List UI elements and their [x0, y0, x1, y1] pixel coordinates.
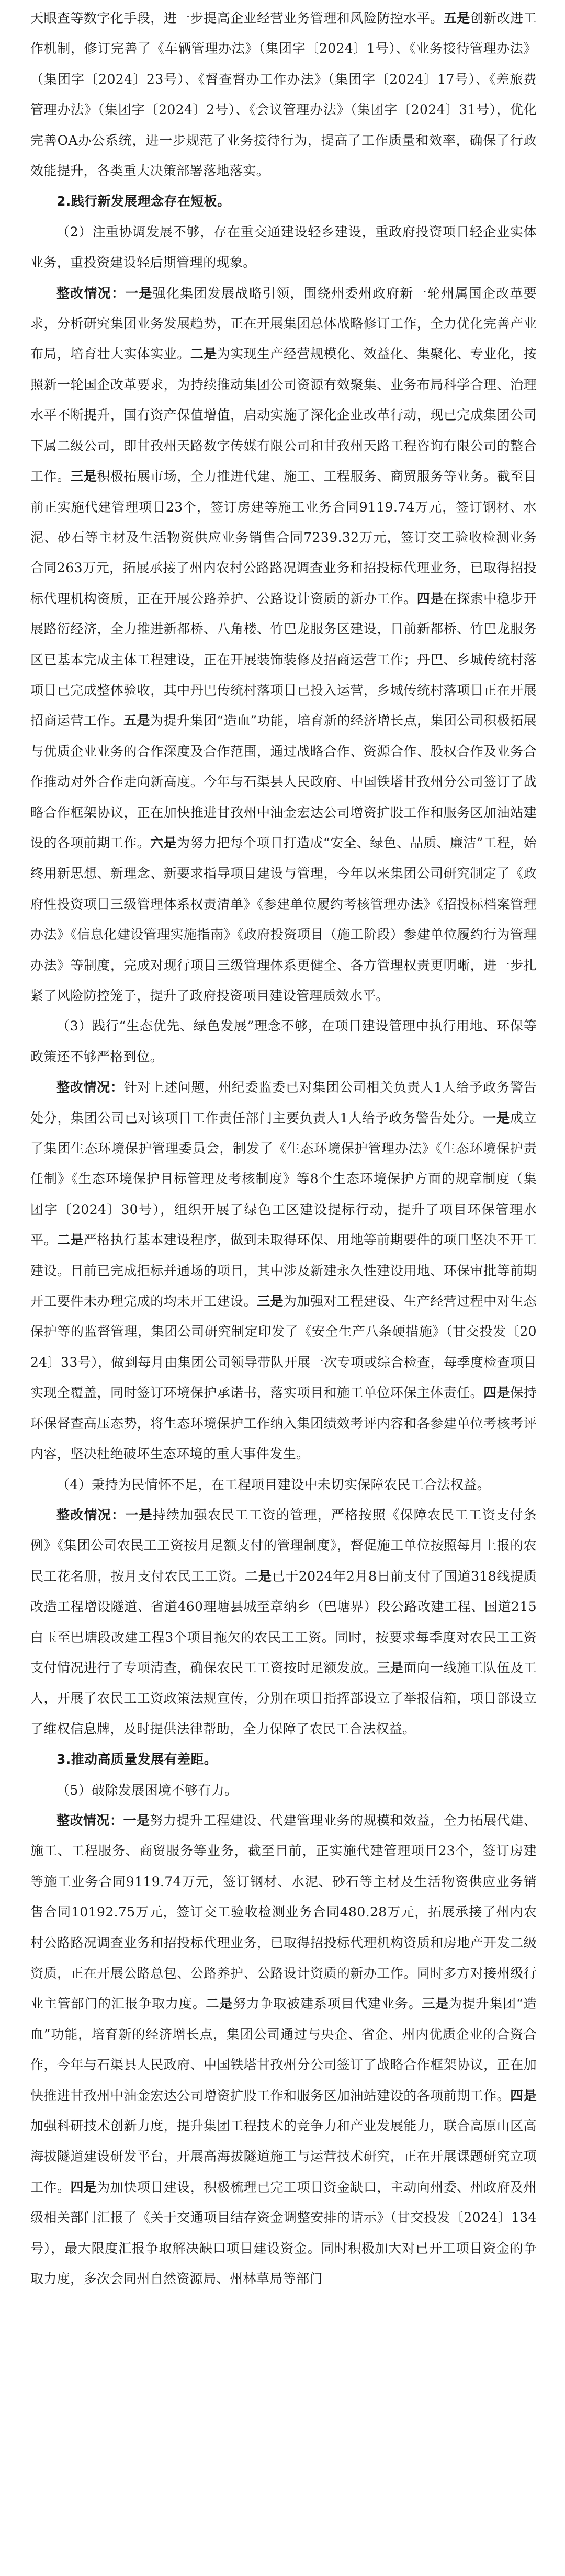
bold-run: 四是 — [483, 1385, 511, 1401]
text-run: 为实现生产经营规模化、效益化、集聚化、专业化，按照新一轮国企改革要求，为持续推动集团公司资源有效聚集、业务布局科学合理、治理水平不断提升，国有资产保值增值，启动实施了深化企业改革行动，现已完成集团公司下属二级公司，即甘孜州天路数字传媒有限公司和甘孜州天路工程咨询有限公司的整合工作。 — [30, 346, 537, 484]
section-heading — [30, 1744, 537, 1775]
bold-run: 二是 — [56, 1232, 84, 1248]
text-run: 积极拓展市场，全力推进代建、施工、工程服务、商贸服务等业务。截至目前正实施代建管理项目23个，签订房建等施工业务合同9119.74万元，签订钢材、水泥、砂石等主材及生活物资供应业务销售合同7239.32万元，签订交工验收检测业务合同263万元，拓展承接了州内农村公路路况调查业务和招投标代理业务，已取得招投标代理机构资质，正在开展公路养护、公路设计资质的新办工作。 — [30, 469, 537, 606]
bold-run: 一是 — [123, 1812, 150, 1828]
bold-run: 二是 — [206, 1996, 233, 2012]
bold-run: 四是 — [416, 591, 444, 606]
bold-run: 一是 — [483, 1110, 510, 1126]
bold-run: 三是 — [257, 1293, 284, 1309]
paragraph — [30, 1072, 537, 1469]
bold-run: 整改情况： — [56, 285, 126, 301]
bold-run: 五是 — [123, 713, 151, 729]
text-run: 面向一线施工队伍及工人，开展了农民工工资政策法规宣传，分别在项目指挥部设立了举报信箱，项目部设立了维权信息牌，及时提供法律帮助，全力保障了农民工合法权益。 — [30, 1660, 537, 1737]
text-run: （4）秉持为民情怀不足，在工程项目建设中未切实保障农民工合法权益。 — [56, 1477, 491, 1492]
bold-run: 三是 — [422, 1996, 449, 2012]
bold-run: 2.践行新发展理念存在短板。 — [56, 194, 231, 209]
bold-run: 二是 — [190, 346, 217, 362]
bold-run: 二是 — [245, 1568, 272, 1584]
bold-run: 整改情况： — [56, 1080, 124, 1095]
text-run: 为提升集团“造血”功能，培育新的经济增长点，集团公司积极拓展与优质企业业务的合作深度及合作范围，通过战略合作、资源合作、股权合作及业务合作推动对外合作走向新高度。今年与石渠县人民政府、中国铁塔甘孜州分公司签订了战略合作框架协议，正在加快推进甘孜州中油金宏达公司增资扩股工作和服务区加油站建设的各项前期工作。 — [30, 713, 537, 850]
paragraph — [30, 1806, 537, 2295]
section-heading — [30, 186, 537, 217]
text-run: 为努力把每个项目打造成“安全、绿色、品质、廉洁”工程，始终用新思想、新理念、新要求指导项目建设与管理，今年以来集团公司研究制定了《政府性投资项目三级管理体系权责清单》《参建单位履约考核管理办法》《招投标档案管理办法》《信息化建设管理实施指南》《政府投资项目（施工阶段）参建单位履约行为管理办法》等制度，完成对现行项目三级管理体系更健全、各方管理权责更明晰，进一步扎紧了风险防控笼子，提升了政府投资项目建设管理质效水平。 — [30, 835, 537, 1003]
text-run: 为提升集团“造血”功能，培育新的经济增长点，集团公司通过与央企、省企、州内优质企业的合资合作，今年与石渠县人民政府、中国铁塔甘孜州分公司签订了战略合作框架协议，正在加快推进甘孜州中油金宏达公司增资扩股工作和服务区加油站建设的各项前期工作。 — [30, 1996, 537, 2103]
paragraph — [30, 1775, 537, 1806]
text-run: 天眼查等数字化手段，进一步提高企业经营业务管理和风险防控水平。 — [30, 10, 444, 26]
paragraph — [30, 278, 537, 1012]
bold-run: 三是 — [70, 469, 97, 484]
bold-run: 一是 — [125, 1507, 153, 1523]
text-run: 努力争取被建系项目代建业务。 — [233, 1996, 422, 2012]
paragraph — [30, 217, 537, 278]
text-run: （2）注重协调发展不够，存在重交通建设轻乡建设，重政府投资项目轻企业实体业务，重投资建设轻后期管理的现象。 — [30, 224, 537, 270]
bold-run: 3.推动高质量发展有差距。 — [56, 1752, 218, 1767]
text-run: 已于2024年2月8日前支付了国道318线提质改造工程增设隧道、省道460理塘县城至章纳乡（巴塘界）段公路改建工程、国道215白玉至巴塘段改建工程3个项目拖欠的农民工工资。同时，按要求每季度对农民工工资支付情况进行了专项清查，确保农民工工资按时足额发放。 — [30, 1568, 537, 1675]
paragraph — [30, 3, 537, 186]
text-run: 努力提升工程建设、代建管理业务的规模和效益，全力拓展代建、施工、工程服务、商贸服务等业务，截至目前，正实施代建管理项目23个，签订房建等施工业务合同9119.74万元，签订钢材、水泥、砂石等主材及生活物资供应业务销售合同10192.75万元，签订交工验收检测业务合同480.28万元，拓展承接了州内农村公路路况调查业务和招投标代理业务，已取得招投标代理机构资质和房地产开发二级资质，正在开展公路总包、公路养护、公路设计资质的新办工作。同时多方对接州级行业主管部门的汇报争取力度。 — [30, 1812, 537, 2012]
text-run: 为加强对工程建设、生产经营过程中对生态保护等的监督管理，集团公司研究制定印发了《安全生产八条硬措施》（甘交投发〔2024〕33号），做到每月由集团公司领导带队开展一次专项或综合检查，每季度检查项目实现全覆盖，同时签订环境保护承诺书，落实项目和施工单位环保主体责任。 — [30, 1293, 537, 1401]
text-run: （3）践行“生态优先、绿色发展”理念不够，在项目建设管理中执行用地、环保等政策还不够严格到位。 — [30, 1018, 537, 1064]
paragraph — [30, 1011, 537, 1072]
text-run: 严格执行基本建设程序，做到未取得环保、用地等前期要件的项目坚决不开工建设。目前已完成拒标并通场的项目，其中涉及新建永久性建设用地、环保审批等前期开工要件未办理完成的均未开工建设。 — [30, 1232, 537, 1309]
text-run: 创新改进工作机制，修订完善了《车辆管理办法》（集团字〔2024〕1号）、《业务接待管理办法》（集团字〔2024〕23号）、《督查督办工作办法》（集团字〔2024〕17号）、《差旅费管理办法》（集团字〔2024〕2号）、《会议管理办法》（集团字〔2024〕31号），优化完善OA办公系统，进一步规范了业务接待行为，提高了工作质量和效率，确保了行政效能提升，各类重大决策部署落地落实。 — [30, 10, 537, 179]
text-run: 强化集团发展战略引领，围绕州委州政府新一轮州属国企改革要求，分析研究集团业务发展趋势，正在开展集团总体战略修订工作，全力优化完善产业布局，培育壮大实体实业。 — [30, 285, 537, 362]
text-run: 成立了集团生态环境保护管理委员会，制发了《生态环境保护管理办法》《生态环境保护责任制》《生态环境保护目标管理及考核制度》等8个生态环境保护方面的规章制度（集团字〔2024〕30号），组织开展了绿色工区建设提标行动，提升了项目环保管理水平。 — [30, 1110, 537, 1248]
bold-run: 三是 — [377, 1660, 404, 1675]
text-run: 加强科研技术创新力度，提升集团工程技术的竞争力和产业发展能力，联合高原山区高海拔隧道建设研发平台，开展高海拔隧道施工与运营技术研究，正在开展课题研究立项工作。 — [30, 2118, 537, 2195]
text-run: 持续加强农民工工资的管理，严格按照《保障农民工工资支付条例》《集团公司农民工工资按月足额支付的管理制度》，督促施工单位按照每月上报的农民工花名册，按月支付农民工工资。 — [30, 1507, 537, 1584]
text-run: 在探索中稳步开展路衍经济，全力推进新都桥、八角楼、竹巴龙服务区建设，目前新都桥、竹巴龙服务区已基本完成主体工程建设，正在开展装饰装修及招商运营工作；丹巴、乡城传统村落项目已完成整体验收，其中丹巴传统村落项目已投入运营，乡城传统村落项目正在开展招商运营工作。 — [30, 591, 537, 729]
bold-run: 整改情况： — [56, 1812, 123, 1828]
text-run: 为加快项目建设，积极梳理已完工项目资金缺口，主动向州委、州政府及州级相关部门汇报了《关于交通项目结存资金调整安排的请示》（甘交投发〔2024〕134号），最大限度汇报争取解决缺口项目建设资金。同时积极加大对已开工项目资金的争取力度，多次会同州自然资源局、州林草局等部门 — [30, 2179, 537, 2287]
text-run: 针对上述问题，州纪委监委已对集团公司相关负责人1人给予政务警告处分，集团公司已对该项目工作责任部门主要负责人1人给予政务警告处分。 — [30, 1080, 537, 1126]
bold-run: 一是 — [125, 285, 153, 301]
bold-run: 四是 — [70, 2179, 97, 2195]
text-run: 保持环保督查高压态势，将生态环境保护工作纳入集团绩效考评内容和各参建单位考核考评内容，坚决杜绝破坏生态环境的重大事件发生。 — [30, 1385, 537, 1462]
paragraph — [30, 1470, 537, 1500]
bold-run: 六是 — [150, 835, 177, 850]
bold-run: 五是 — [443, 10, 470, 26]
text-run: （5）破除发展困境不够有力。 — [56, 1782, 238, 1798]
bold-run: 四是 — [510, 2087, 537, 2103]
paragraph — [30, 1500, 537, 1744]
bold-run: 整改情况： — [56, 1507, 126, 1523]
